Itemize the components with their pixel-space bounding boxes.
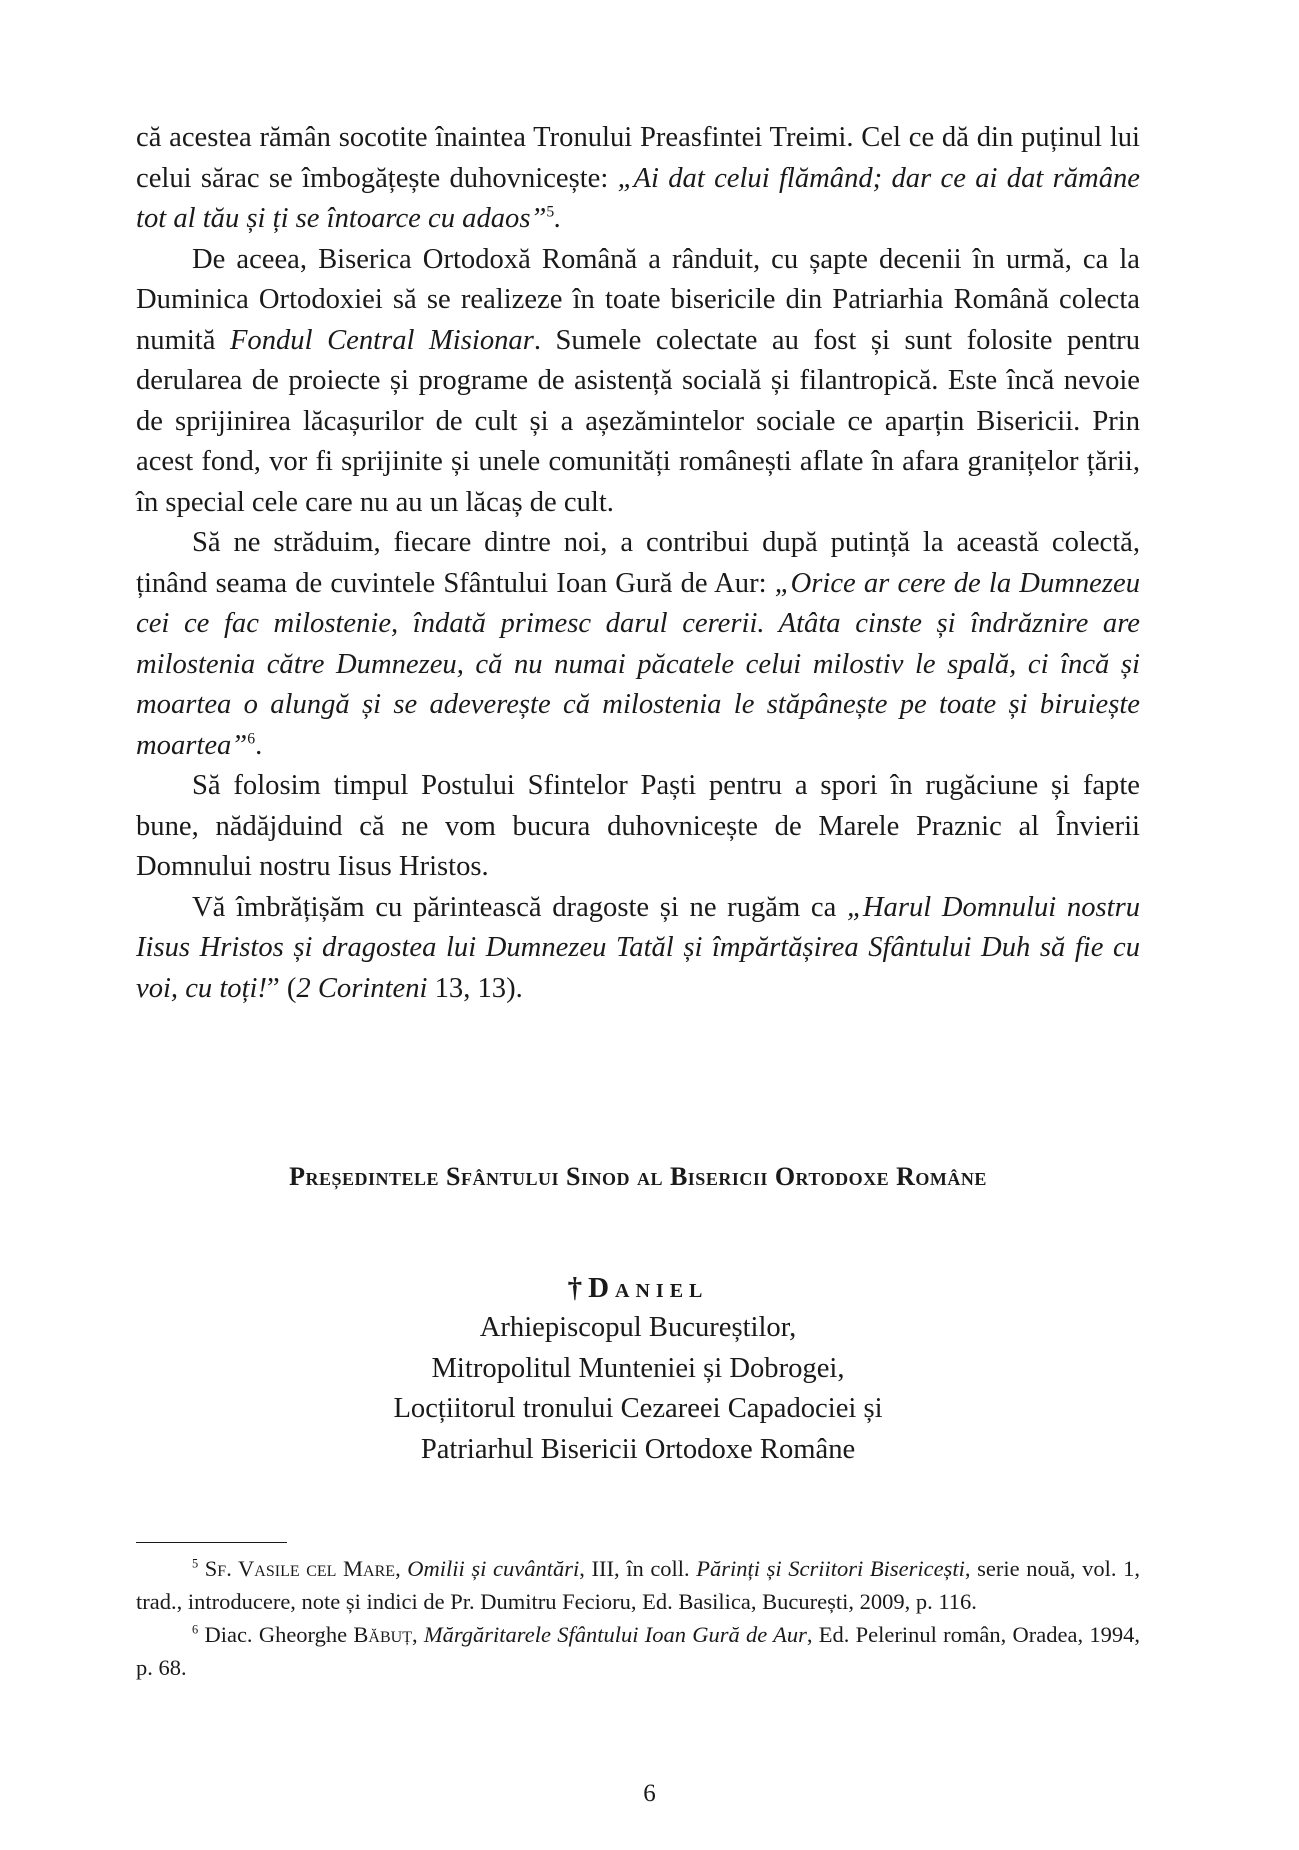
footnote-5 [136,1552,1140,1618]
paragraph-4-text: Să folosim timpul Postului Sfintelor Paști pentru a spori în rugăciune și fapte bune, nădăjduind că ne vom bucura duhovnicește de Marele Praznic al Învierii Domnului nostru Iisus Hristos. [136,770,1140,882]
footnote-5-number: 5 [192,1556,199,1571]
footnote-5-text-a: , III, în coll. [579,1556,697,1581]
signature-title-3: Locțiitorul tronului Cezareei Capadociei și [393,1393,883,1424]
footnote-ref-5[interactable]: 5 [546,203,555,221]
footnote-6-work: Mărgăritarele Sfântului Ioan Gură de Aur [423,1622,807,1647]
paragraph-1-text: că acestea rămân socotite înaintea Tronului Preasfintei Treimi. Cel ce dă din puținul lui celui sărac se îmbogățește duhovnicește: [136,122,1140,194]
signatory-heading: Președintele Sfântului Sinod al Bisericii Ortodoxe Române [289,1162,987,1191]
paragraph-5-text-b: ” ( [267,972,297,1004]
footnote-6-text-b: , Ed. Pelerinul român, Oradea, 1994, p. 68. [136,1622,1141,1680]
paragraph-3 [136,523,1140,766]
signature-title-2: Mitropolitul Munteniei și Dobrogei, [431,1352,845,1384]
paragraph-2 [136,240,1140,524]
footnote-6-text-a: Diac. Gheorghe [198,1622,354,1647]
paragraph-5-text-c: 13, 13). [427,972,523,1004]
quote-blessing: „Harul Domnului nostru Iisus Hristos și dragostea lui Dumnezeu Tatăl și împărtășirea Sfântului Duh să fie cu voi, cu toți! [136,891,1140,1004]
footnote-6-author: Băbuț [353,1622,412,1647]
signature-title-1: Arhiepiscopul Bucureștilor, [479,1312,797,1343]
signature-title-4: Patriarhul Bisericii Ortodoxe Române [420,1433,856,1465]
cross-icon: † [567,1272,589,1304]
footnote-divider [136,1542,287,1543]
page-number: 6 [643,1780,656,1807]
signature-name: Daniel [588,1272,709,1304]
footnote-5-separator: , [395,1556,408,1581]
footnote-5-work: Omilii și cuvântări [407,1556,580,1581]
quote-chrysostom: „Orice ar cere de la Dumnezeu cei ce fac milostenie, îndată primesc darul cererii. Atâta cinste și îndrăznire are milostenia către Dumnezeu, că nu numai păcatele celui milostiv le spală, ci încă și moartea o alungă și se adeverește că milostenia le stăpânește pe toate și biruiește moartea” [136,567,1140,761]
footnote-6 [136,1618,1140,1684]
paragraph-5-text-a: Vă îmbrățișăm cu părintească dragoste și ne rugăm ca [192,891,847,923]
signature-name-line [136,1268,1140,1308]
footnote-ref-6[interactable]: 6 [247,729,256,747]
book-reference: 2 Corinteni [296,972,428,1004]
paragraph-2-text-a: De aceea, Biserica Ortodoxă Română a rânduit, cu șapte decenii în urmă, ca la Duminica Ortodoxiei să se realizeze în toate bisericile din Patriarhia Română colecta numită [136,243,1140,356]
footnotes [136,1552,1140,1684]
signature-block [136,1268,1140,1470]
footnote-5-series: Părinți și Scriitori Bisericești [696,1556,965,1581]
paragraph-5 [136,888,1140,1010]
paragraph-4 [136,766,1140,888]
footnote-6-number: 6 [192,1622,199,1637]
paragraph-2-text-b: . Sumele colectate au fost și sunt folosite pentru derularea de proiecte și programe de asistență socială și filantropică. Este încă nevoie de sprijinirea lăcașurilor de cult și a așezămintelor sociale ce aparțin Bisericii. Prin acest fond, vor fi sprijinite și unele comunități românești aflate în afara granițelor țării, în special cele care nu au un lăcaș de cult. [136,324,1140,518]
fund-name: Fondul Central Misionar [229,324,534,356]
paragraph-3-text: Să ne străduim, fiecare dintre noi, a contribui după putință la această colectă, ținând seama de cuvintele Sfântului Ioan Gură de Aur: [136,527,1140,599]
quote-end: . [554,203,562,234]
main-text [136,118,1140,1009]
footnote-5-author: Sf. Vasile cel Mare [204,1556,396,1581]
paragraph-3-end: . [255,729,263,761]
footnote-6-separator: , [411,1622,424,1647]
paragraph-1 [136,118,1140,240]
footnote-5-text-b: , serie nouă, vol. 1, trad., introducere, note și indici de Pr. Dumitru Fecioru, Ed. Basilica, București, 2009, p. 116. [136,1556,1141,1614]
quote-basil: „Ai dat celui flămând; dar ce ai dat rămâne tot al tău și ți se întoarce cu adaos” [136,162,1140,234]
